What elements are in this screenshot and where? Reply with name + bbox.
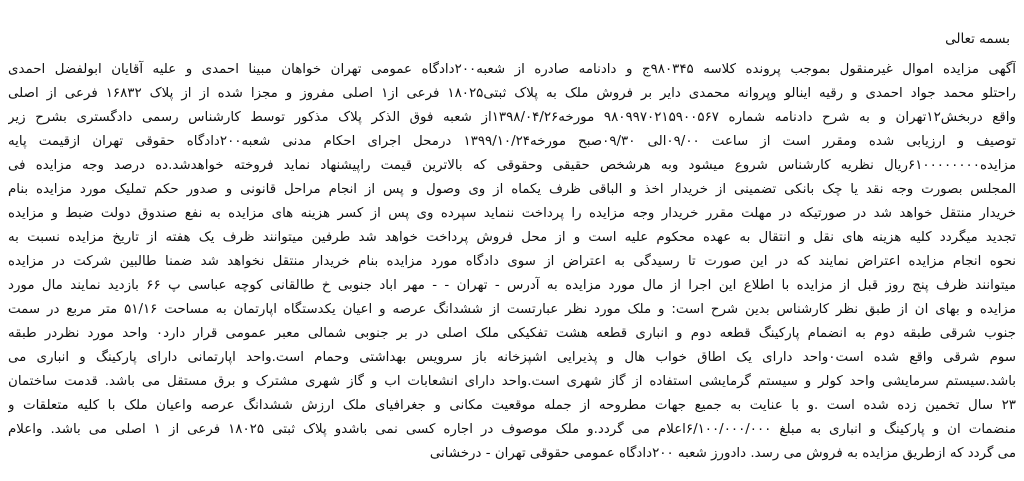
text-line: المجلس بصورت وجه نقد یا چک بانکی تضمینی از خریدار اخذ و الباقی ظرف یکماه از وی وصول و پس از انجام مراحل قانونی و صدور حکم تملیک مورد مزایده بنام (8, 182, 1016, 197)
text-line: تجدید میگردد کلیه هزینه های نقل و انتقال به عهده محکوم علیه است و از محل فروش پرداخت خواهد شد طرفین میتوانند ظرف یک هفته از تاریخ مزایده نسبت به (8, 230, 1016, 245)
text-line: منضمات ان و پارکینگ و انباری به مبلغ ۶/۱۰۰/۰۰۰/۰۰۰اعلام می گردد.و ملک موصوف در اجاره کسی نمی باشدو پلاک ثبتی ۱۸۰۲۵ فرعی از ۱ اصلی می باشد. واعلام (8, 422, 1016, 437)
text-line: توصیف و ارزیابی شده ومقرر است از ساعت ۰۹/۰۰الی ۰۹/۳۰صبح مورخه۱۳۹۹/۱۰/۲۴ درمحل اجرای احکام مدنی شعبه۲۰۰دادگاه حقوقی تهران ازقیمت پایه (8, 134, 1016, 149)
text-line: می گردد که ازطریق مزایده به فروش می رسد. دادورز شعبه ۲۰۰دادگاه عمومی حقوقی تهران - درخشانی (429, 446, 1016, 461)
heading: بسمه تعالی (945, 31, 1010, 47)
notice-body (8, 58, 1016, 466)
text-line: مزایده و بهای ان از طبق نظر کارشناس بدین شرح است: و ملک مورد نظر عبارتست از ششدانگ عرصه و اعیان یکدستگاه اپارتمان به مساحت ۵۱/۱۶ متر مربع در سمت (8, 302, 1016, 317)
text-line: راحتلو محمد جواد احمدی و رقیه اینالو وپروانه محمدی دایر بر فروش ملک به پلاک ثبتی۱۸۰۲۵ فرعی از۱ اصلی مفروز و مجزا شده از از پلاک ۱۶۸۳۲ فرعی از اصلی (8, 86, 1016, 101)
text-line: میتوانند ظرف پنج روز قبل از مزایده با اطلاع این اجرا از مال مورد مزایده به آدرس - تهران - - مهر اباد جنوبی خ طالقانی کوچه عباسی پ ۶۶ بازدید نمایند مال مورد (8, 278, 1016, 293)
text-line: جنوب شرقی طبقه دوم به انضمام پارکینگ قطعه دوم و انباری قطعه هشت تفکیکی ملک اصلی در بر جنوبی شمالی معبر عمومی قرار دارد۰ واحد مورد نظردر طبقه (8, 326, 1016, 341)
text-line: خریدار منتقل خواهد شد در صورتیکه در مهلت مقرر خریدار وجه مزایده را پرداخت ننماید سپرده وی پس از کسر هزینه های مزایده به نفع صندوق دولت ضبط و مزایده (8, 206, 1016, 221)
text-line: ۲۳ سال تخمین زده شده است .و با عنایت به جمیع جهات مطروحه از جمله موقعیت مکانی و جغرافیای ملک ارزش ششدانگ عرصه واعیان ملک با کلیه متعلقات و (8, 398, 1016, 413)
text-line: باشد.سیستم سرمایشی واحد کولر و سیستم گرمایشی استفاده از گاز شهری است.واحد دارای انشعابات اب و گاز شهری مشترک و برق مستقل می باشد. قدمت ساختمان (8, 374, 1016, 389)
text-line: سوم شرقی واقع شده است۰واحد دارای یک اطاق خواب هال و پذیرایی اشپزخانه باز سرویس بهداشتی وحمام است.واحد اپارتمانی دارای پارکینگ و انباری می (8, 350, 1016, 365)
text-line: نحوه انجام مزایده اعتراض نمایند که در این صورت تا رسیدگی به اعتراض از سوی دادگاه مورد مزایده بنام خریدار منتقل نخواهد شد ضمنا طالبین شرکت در مزایده (8, 254, 1016, 269)
text-line: مزایده۶۱۰۰۰۰۰۰۰۰ریال نظریه کارشناس شروع میشود وبه هرشخص حقیقی وحقوقی که بالاترین قیمت راپیشنهاد نماید فروخته خواهدشد.ده درصد وجه مزایده فی (8, 158, 1016, 173)
text-line: آگهی مزایده اموال غیرمنقول بموجب پرونده کلاسه ۹۸۰۳۴۵ج و دادنامه صادره از شعبه۲۰۰دادگاه عمومی تهران خواهان مبینا احمدی و علیه آقایان ابولفضل احمدی (8, 62, 1016, 77)
text-line: واقع دربخش۱۲تهران و به شرح دادنامه شماره ۹۸۰۹۹۷۰۲۱۵۹۰۰۵۶۷ مورخه۱۳۹۸/۰۴/۲۶از شعبه فوق الذکر پلاک مذکور توسط کارشناس رسمی دادگستری بشرح زیر (8, 110, 1016, 125)
